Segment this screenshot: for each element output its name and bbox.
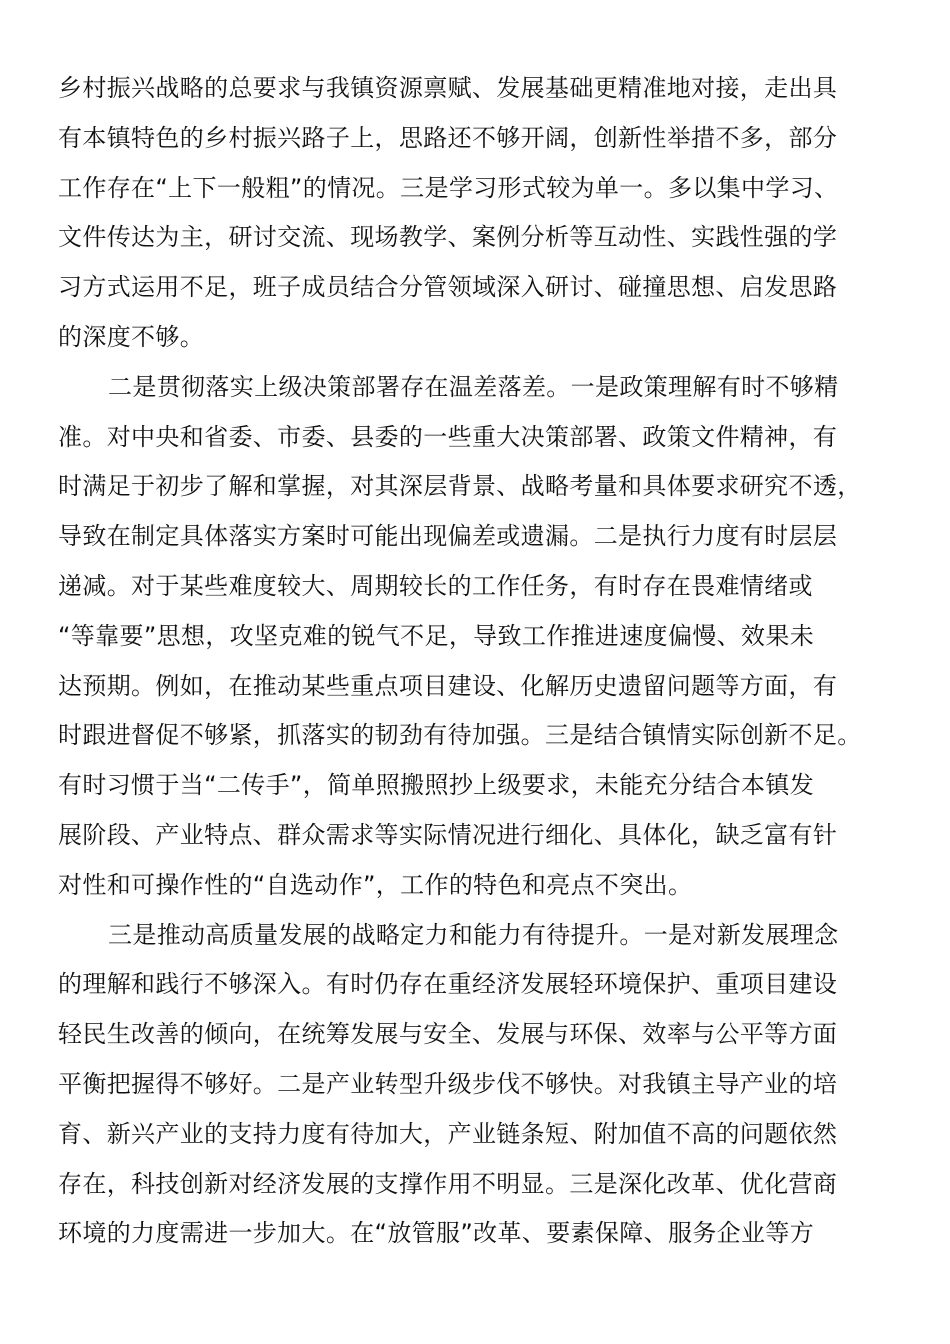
text-line: 导致在制定具体落实方案时可能出现偏差或遗漏。二是执行力度有时层层 xyxy=(58,522,838,551)
paragraph-development-capability xyxy=(58,911,898,1260)
text-line: 达预期。例如，在推动某些重点项目建设、化解历史遗留问题等方面，有 xyxy=(58,671,838,700)
text-line: 文件传达为主，研讨交流、现场教学、案例分析等互动性、实践性强的学 xyxy=(58,223,838,252)
text-line: 有本镇特色的乡村振兴路子上，思路还不够开阔，创新性举措不多，部分 xyxy=(58,123,838,152)
text-line: 习方式运用不足，班子成员结合分管领域深入研讨、碰撞思想、启发思路 xyxy=(58,273,838,302)
text-line: 育、新兴产业的支持力度有待加大，产业链条短、附加值不高的问题依然 xyxy=(58,1119,838,1148)
document-body xyxy=(58,64,898,1259)
text-line: 存在，科技创新对经济发展的支撑作用不明显。三是深化改革、优化营商 xyxy=(58,1169,838,1198)
text-line: 的深度不够。 xyxy=(58,322,205,351)
paragraph-study-issues xyxy=(58,64,898,363)
text-line: 递减。对于某些难度较大、周期较长的工作任务，有时存在畏难情绪或 xyxy=(58,571,813,600)
text-line: 时跟进督促不够紧，抓落实的韧劲有待加强。三是结合镇情实际创新不足。 xyxy=(58,721,862,750)
text-line: 三是推动高质量发展的战略定力和能力有待提升。一是对新发展理念 xyxy=(108,920,839,949)
text-line: 展阶段、产业特点、群众需求等实际情况进行细化、具体化，缺乏富有针 xyxy=(58,820,838,849)
text-line: “等靠要”思想，攻坚克难的锐气不足，导致工作推进速度偏慢、效果未 xyxy=(58,621,815,650)
text-line: 乡村振兴战略的总要求与我镇资源禀赋、发展基础更精准地对接，走出具 xyxy=(58,74,838,102)
text-line: 平衡把握得不够好。二是产业转型升级步伐不够快。对我镇主导产业的培 xyxy=(58,1069,838,1098)
text-line: 的理解和践行不够深入。有时仍存在重经济发展轻环境保护、重项目建设 xyxy=(58,970,838,999)
text-line: 有时习惯于当“二传手”，简单照搬照抄上级要求，未能充分结合本镇发 xyxy=(58,771,815,800)
text-line: 二是贯彻落实上级决策部署存在温差落差。一是政策理解有时不够精 xyxy=(108,372,839,401)
text-line: 轻民生改善的倾向，在统筹发展与安全、发展与环保、效率与公平等方面 xyxy=(58,1020,838,1049)
text-line: 环境的力度需进一步加大。在“放管服”改革、要素保障、服务企业等方 xyxy=(58,1219,815,1248)
text-line: 准。对中央和省委、市委、县委的一些重大决策部署、政策文件精神，有 xyxy=(58,422,838,451)
paragraph-implementation-gaps xyxy=(58,363,898,911)
text-line: 对性和可操作性的“自选动作”，工作的特色和亮点不突出。 xyxy=(58,870,693,899)
text-line: 时满足于初步了解和掌握，对其深层背景、战略考量和具体要求研究不透， xyxy=(58,472,862,501)
text-line: 工作存在“上下一般粗”的情况。三是学习形式较为单一。多以集中学习、 xyxy=(58,173,839,202)
